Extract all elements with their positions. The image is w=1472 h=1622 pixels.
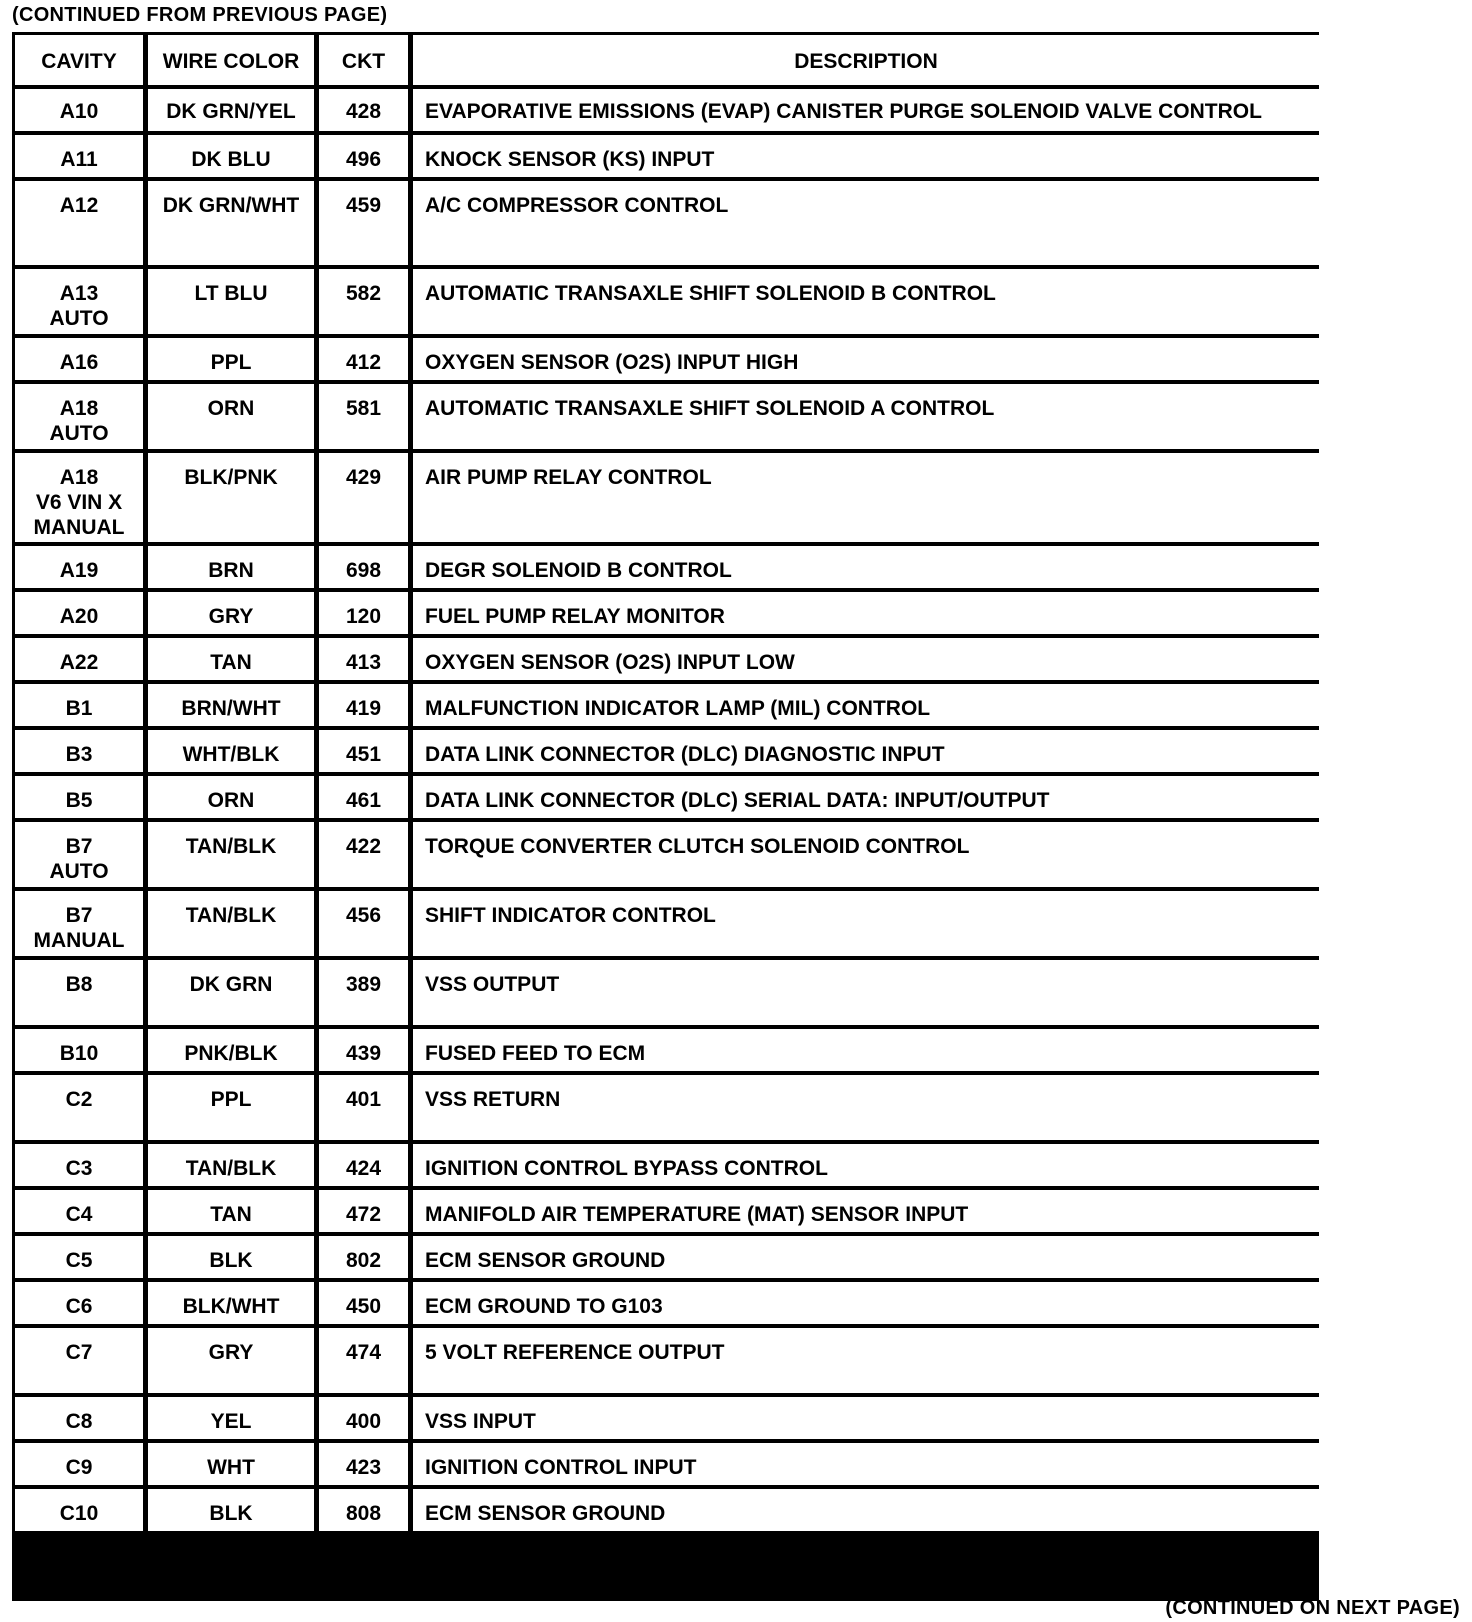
cell-ckt: 428	[319, 89, 408, 131]
cell-description: OXYGEN SENSOR (O2S) INPUT HIGH	[413, 338, 1319, 380]
cell-wire-color: PNK/BLK	[148, 1029, 314, 1071]
cell-cavity: A10	[15, 89, 143, 131]
cell-ckt: 459	[319, 181, 408, 265]
cell-wire-color: DK GRN	[148, 960, 314, 1025]
cell-description: VSS OUTPUT	[413, 960, 1319, 1025]
cell-description: ECM SENSOR GROUND	[413, 1489, 1319, 1531]
cell-cavity: C9	[15, 1443, 143, 1485]
header-description: DESCRIPTION	[413, 35, 1319, 85]
cell-cavity: B7 MANUAL	[15, 891, 143, 956]
cell-wire-color: TAN/BLK	[148, 1144, 314, 1186]
cell-wire-color: WHT	[148, 1443, 314, 1485]
continued-from-note: (CONTINUED FROM PREVIOUS PAGE)	[12, 4, 388, 26]
cell-wire-color: BLK/WHT	[148, 1282, 314, 1324]
cell-wire-color: ORN	[148, 384, 314, 449]
cell-cavity: A18 V6 VIN X MANUAL	[15, 453, 143, 542]
cell-description: SHIFT INDICATOR CONTROL	[413, 891, 1319, 956]
cell-wire-color: DK BLU	[148, 135, 314, 177]
cell-wire-color: TAN	[148, 638, 314, 680]
cell-wire-color: TAN/BLK	[148, 891, 314, 956]
cell-ckt: 496	[319, 135, 408, 177]
cell-cavity: C5	[15, 1236, 143, 1278]
cell-ckt: 808	[319, 1489, 408, 1531]
cell-wire-color: WHT/BLK	[148, 730, 314, 772]
continued-on-note: (CONTINUED ON NEXT PAGE)	[1165, 1597, 1460, 1619]
cell-description: MALFUNCTION INDICATOR LAMP (MIL) CONTROL	[413, 684, 1319, 726]
cell-cavity: B8	[15, 960, 143, 1025]
cell-wire-color: TAN/BLK	[148, 822, 314, 887]
cell-cavity: A19	[15, 546, 143, 588]
connector-table	[12, 32, 1319, 1601]
cell-description: 5 VOLT REFERENCE OUTPUT	[413, 1328, 1319, 1393]
cell-cavity: B7 AUTO	[15, 822, 143, 887]
cell-description: IGNITION CONTROL BYPASS CONTROL	[413, 1144, 1319, 1186]
cell-description: VSS RETURN	[413, 1075, 1319, 1140]
cell-wire-color: BLK	[148, 1236, 314, 1278]
cell-cavity: A16	[15, 338, 143, 380]
cell-ckt: 450	[319, 1282, 408, 1324]
cell-wire-color: PPL	[148, 1075, 314, 1140]
cell-cavity: A18 AUTO	[15, 384, 143, 449]
cell-description: OXYGEN SENSOR (O2S) INPUT LOW	[413, 638, 1319, 680]
cell-ckt: 581	[319, 384, 408, 449]
cell-cavity: B10	[15, 1029, 143, 1071]
cell-ckt: 698	[319, 546, 408, 588]
cell-description: VSS INPUT	[413, 1397, 1319, 1439]
cell-description: AUTOMATIC TRANSAXLE SHIFT SOLENOID B CONTROL	[413, 269, 1319, 334]
cell-cavity: C3	[15, 1144, 143, 1186]
cell-ckt: 413	[319, 638, 408, 680]
cell-description: DATA LINK CONNECTOR (DLC) SERIAL DATA: INPUT/OUTPUT	[413, 776, 1319, 818]
cell-description: DEGR SOLENOID B CONTROL	[413, 546, 1319, 588]
cell-ckt: 461	[319, 776, 408, 818]
cell-wire-color: YEL	[148, 1397, 314, 1439]
cell-wire-color: BLK	[148, 1489, 314, 1531]
cell-ckt: 419	[319, 684, 408, 726]
cell-description: EVAPORATIVE EMISSIONS (EVAP) CANISTER PURGE SOLENOID VALVE CONTROL	[413, 89, 1319, 131]
cell-cavity: C4	[15, 1190, 143, 1232]
cell-description: FUEL PUMP RELAY MONITOR	[413, 592, 1319, 634]
cell-ckt: 412	[319, 338, 408, 380]
cell-ckt: 422	[319, 822, 408, 887]
cell-cavity: C2	[15, 1075, 143, 1140]
cell-description: A/C COMPRESSOR CONTROL	[413, 181, 1319, 265]
cell-cavity: C10	[15, 1489, 143, 1531]
cell-ckt: 439	[319, 1029, 408, 1071]
cell-ckt: 120	[319, 592, 408, 634]
cell-wire-color: ORN	[148, 776, 314, 818]
cell-wire-color: BLK/PNK	[148, 453, 314, 542]
cell-ckt: 456	[319, 891, 408, 956]
cell-description: TORQUE CONVERTER CLUTCH SOLENOID CONTROL	[413, 822, 1319, 887]
cell-ckt: 802	[319, 1236, 408, 1278]
cell-description: ECM GROUND TO G103	[413, 1282, 1319, 1324]
header-cavity: CAVITY	[15, 35, 143, 85]
cell-description: MANIFOLD AIR TEMPERATURE (MAT) SENSOR INPUT	[413, 1190, 1319, 1232]
cell-ckt: 389	[319, 960, 408, 1025]
cell-wire-color: BRN/WHT	[148, 684, 314, 726]
cell-cavity: B1	[15, 684, 143, 726]
cell-wire-color: GRY	[148, 1328, 314, 1393]
cell-description: ECM SENSOR GROUND	[413, 1236, 1319, 1278]
cell-ckt: 423	[319, 1443, 408, 1485]
cell-cavity: A22	[15, 638, 143, 680]
cell-ckt: 401	[319, 1075, 408, 1140]
cell-wire-color: DK GRN/WHT	[148, 181, 314, 265]
cell-description: AIR PUMP RELAY CONTROL	[413, 453, 1319, 542]
cell-cavity: C7	[15, 1328, 143, 1393]
cell-description: FUSED FEED TO ECM	[413, 1029, 1319, 1071]
cell-wire-color: LT BLU	[148, 269, 314, 334]
cell-ckt: 582	[319, 269, 408, 334]
cell-cavity: B3	[15, 730, 143, 772]
cell-wire-color: BRN	[148, 546, 314, 588]
cell-cavity: A11	[15, 135, 143, 177]
cell-cavity: C6	[15, 1282, 143, 1324]
header-ckt: CKT	[319, 35, 408, 85]
cell-wire-color: PPL	[148, 338, 314, 380]
cell-wire-color: GRY	[148, 592, 314, 634]
cell-cavity: A13 AUTO	[15, 269, 143, 334]
cell-cavity: B5	[15, 776, 143, 818]
cell-ckt: 424	[319, 1144, 408, 1186]
cell-description: DATA LINK CONNECTOR (DLC) DIAGNOSTIC INPUT	[413, 730, 1319, 772]
cell-ckt: 472	[319, 1190, 408, 1232]
cell-description: KNOCK SENSOR (KS) INPUT	[413, 135, 1319, 177]
header-wire-color: WIRE COLOR	[148, 35, 314, 85]
cell-wire-color: DK GRN/YEL	[148, 89, 314, 131]
cell-cavity: A12	[15, 181, 143, 265]
cell-ckt: 474	[319, 1328, 408, 1393]
cell-description: IGNITION CONTROL INPUT	[413, 1443, 1319, 1485]
cell-cavity: C8	[15, 1397, 143, 1439]
cell-ckt: 429	[319, 453, 408, 542]
cell-wire-color: TAN	[148, 1190, 314, 1232]
cell-cavity: A20	[15, 592, 143, 634]
cell-ckt: 451	[319, 730, 408, 772]
cell-ckt: 400	[319, 1397, 408, 1439]
cell-description: AUTOMATIC TRANSAXLE SHIFT SOLENOID A CONTROL	[413, 384, 1319, 449]
